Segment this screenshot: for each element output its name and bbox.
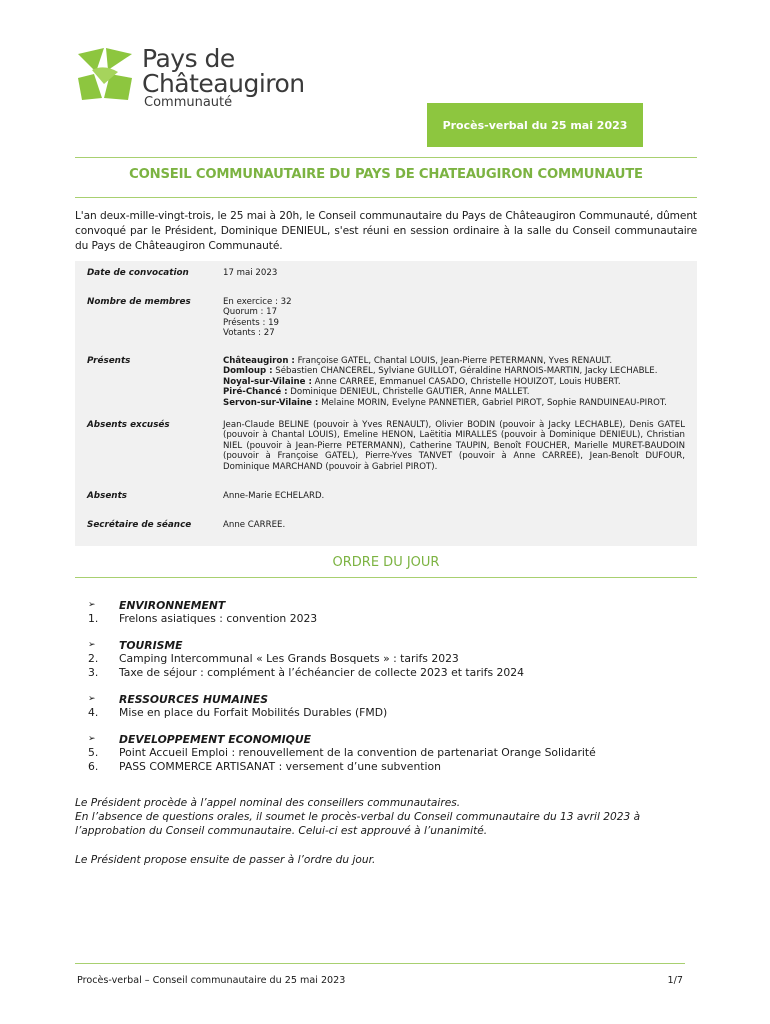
absents-value: Anne-Marie ECHELARD. [223, 491, 325, 501]
membres-votants: Votants : 27 [223, 328, 275, 339]
agenda-list [88, 599, 708, 787]
table-row-absents [75, 486, 697, 515]
membres-quorum: Quorum : 17 [223, 307, 278, 318]
member-names: Melaine MORIN, Evelyne PANNETIER, Gabriel PIROT, Sophie RANDUINEAU-PIROT. [318, 397, 667, 408]
logo [74, 44, 314, 114]
closing-paragraph-1: Le Président procède à l’appel nominal des conseillers communautaires. [75, 797, 461, 809]
item-text: PASS COMMERCE ARTISANAT : versement d’une subvention [119, 760, 441, 773]
commune-name: Châteaugiron : [223, 356, 295, 366]
logo-text [142, 46, 305, 110]
footer-text: Procès-verbal – Conseil communautaire du 25 mai 2023 [77, 975, 346, 986]
closing-paragraph-2: En l’absence de questions orales, il soumet le procès-verbal du Conseil communautaire du 13 avril 2023 à l’approbation du Conseil communautaire. Celui-ci est approuvé à l’unanimité. [75, 811, 641, 838]
logo-line-1: Pays de [142, 44, 235, 73]
page-number: 1/7 [667, 975, 683, 986]
excuses-value: Jean-Claude BELINE (pouvoir à Yves RENAULT), Olivier BODIN (pouvoir à Jacky LECHABLE), Denis GATEL (pouvoir à Chantal LOUIS), Emeline HENON, Laëtitia MIRALLES (pouvoir à Dominique DENIEUL), Christian NIEL (pouvoir à Jean-Pierre PETERMANN), Catherine TAUPIN, Benoît FOUCHER, Marielle MURET-BAUDOIN (pouvoir à Françoise GATEL), Pierre-Yves TANVET (pouvoir à Anne CARREE), Jean-Benoît DUFOUR, Dominique MARCHAND (pouvoir à Gabriel PIROT). [223, 420, 685, 472]
logo-line-2: Châteaugiron [142, 69, 305, 98]
membres-presents: Présents : 19 [223, 317, 280, 328]
item-text: Taxe de séjour : complément à l’échéancier de collecte 2023 et tarifs 2024 [119, 666, 525, 679]
item-number: 6. [88, 760, 99, 773]
arrow-bullet-icon: ➢ [88, 694, 96, 704]
intro-paragraph: L'an deux-mille-vingt-trois, le 25 mai à 20h, le Conseil communautaire du Pays de Châteaugiron Communauté, dûment convoqué par le Président, Dominique DENIEUL, s'est réuni en session ordinaire à la salle du Conseil communautaire du Pays de Châteaugiron Communauté. [75, 210, 697, 252]
member-names: Françoise GATEL, Chantal LOUIS, Jean-Pierre PETERMANN, Yves RENAULT. [294, 356, 613, 366]
membres-exercice: En exercice : 32 [223, 297, 292, 307]
agenda-heading [88, 599, 708, 612]
convocation-value: 17 mai 2023 [223, 268, 278, 278]
table-row-secretaire [75, 515, 697, 546]
agenda-heading-label: ENVIRONNEMENT [119, 599, 226, 612]
commune-name: Piré-Chancé : [223, 387, 288, 398]
footer-rule [75, 963, 685, 964]
item-number: 4. [88, 706, 99, 719]
member-names: Sébastien CHANCEREL, Sylviane GUILLOT, Géraldine HARNOIS-MARTIN, Jacky LECHABLE. [272, 366, 658, 377]
presents-line-servon [223, 398, 685, 408]
arrow-bullet-icon: ➢ [88, 640, 96, 650]
agenda-heading-label: DEVELOPPEMENT ECONOMIQUE [119, 733, 311, 746]
membres-value [223, 297, 685, 351]
secretaire-label: Secrétaire de séance [87, 520, 192, 530]
convocation-label: Date de convocation [87, 268, 189, 278]
presents-value [223, 356, 685, 415]
logo-leaf-icon [74, 44, 136, 106]
item-number: 5. [88, 746, 99, 759]
list-item [88, 612, 708, 626]
pv-banner: Procès-verbal du 25 mai 2023 [427, 103, 643, 147]
spacer [75, 839, 705, 853]
page-title: CONSEIL COMMUNAUTAIRE DU PAYS DE CHATEAUGIRON COMMUNAUTE [129, 167, 643, 182]
agenda-heading [88, 733, 708, 746]
agenda-heading-label: RESSOURCES HUMAINES [119, 693, 269, 706]
list-item [88, 652, 708, 666]
presents-line-pire [223, 387, 685, 397]
arrow-bullet-icon: ➢ [88, 600, 96, 610]
item-text: Point Accueil Emploi : renouvellement de la convention de partenariat Orange Solidarité [119, 746, 596, 759]
list-item [88, 746, 708, 760]
ordre-rule [75, 577, 697, 578]
item-number: 2. [88, 652, 99, 665]
agenda-heading [88, 693, 708, 706]
membres-label: Nombre de membres [87, 297, 191, 307]
title-top-rule [75, 157, 697, 158]
attendance-table [75, 261, 697, 546]
list-item [88, 760, 708, 774]
title-bottom-rule [75, 197, 697, 198]
table-row-convocation [75, 263, 697, 292]
arrow-bullet-icon: ➢ [88, 734, 96, 744]
agenda-heading [88, 639, 708, 652]
secretaire-value: Anne CARREE. [223, 520, 286, 530]
closing-text [75, 796, 705, 867]
agenda-section-tourisme [88, 639, 708, 680]
presents-line-domloup [223, 366, 685, 376]
item-text: Camping Intercommunal « Les Grands Bosquets » : tarifs 2023 [119, 652, 459, 665]
commune-name: Domloup : [223, 366, 273, 377]
item-text: Mise en place du Forfait Mobilités Durables (FMD) [119, 706, 388, 719]
agenda-heading-label: TOURISME [119, 639, 183, 652]
commune-name: Noyal-sur-Vilaine : [223, 376, 312, 387]
list-item [88, 666, 708, 680]
agenda-section-rh [88, 693, 708, 720]
absents-label: Absents [87, 491, 128, 501]
item-number: 3. [88, 666, 99, 679]
closing-paragraph-3: Le Président propose ensuite de passer à l’ordre du jour. [75, 853, 376, 866]
item-number: 1. [88, 612, 99, 625]
table-row-excuses [75, 415, 697, 486]
presents-label: Présents [87, 356, 131, 366]
item-text: Frelons asiatiques : convention 2023 [119, 612, 318, 625]
agenda-section-environnement [88, 599, 708, 626]
list-item [88, 706, 708, 720]
member-names: Dominique DENIEUL, Christelle GAUTIER, Anne MALLET. [287, 387, 530, 398]
presents-line-noyal [223, 377, 685, 387]
excuses-label: Absents excusés [87, 420, 170, 430]
member-names: Anne CARREE, Emmanuel CASADO, Christelle HOUIZOT, Louis HUBERT. [311, 376, 621, 387]
commune-name: Servon-sur-Vilaine : [223, 397, 319, 408]
logo-line-3: Communauté [144, 95, 233, 110]
ordre-du-jour-title: ORDRE DU JOUR [332, 555, 440, 570]
table-row-membres [75, 292, 697, 351]
agenda-section-economique [88, 733, 708, 774]
presents-line-chateaugiron [223, 356, 685, 366]
table-row-presents [75, 351, 697, 415]
